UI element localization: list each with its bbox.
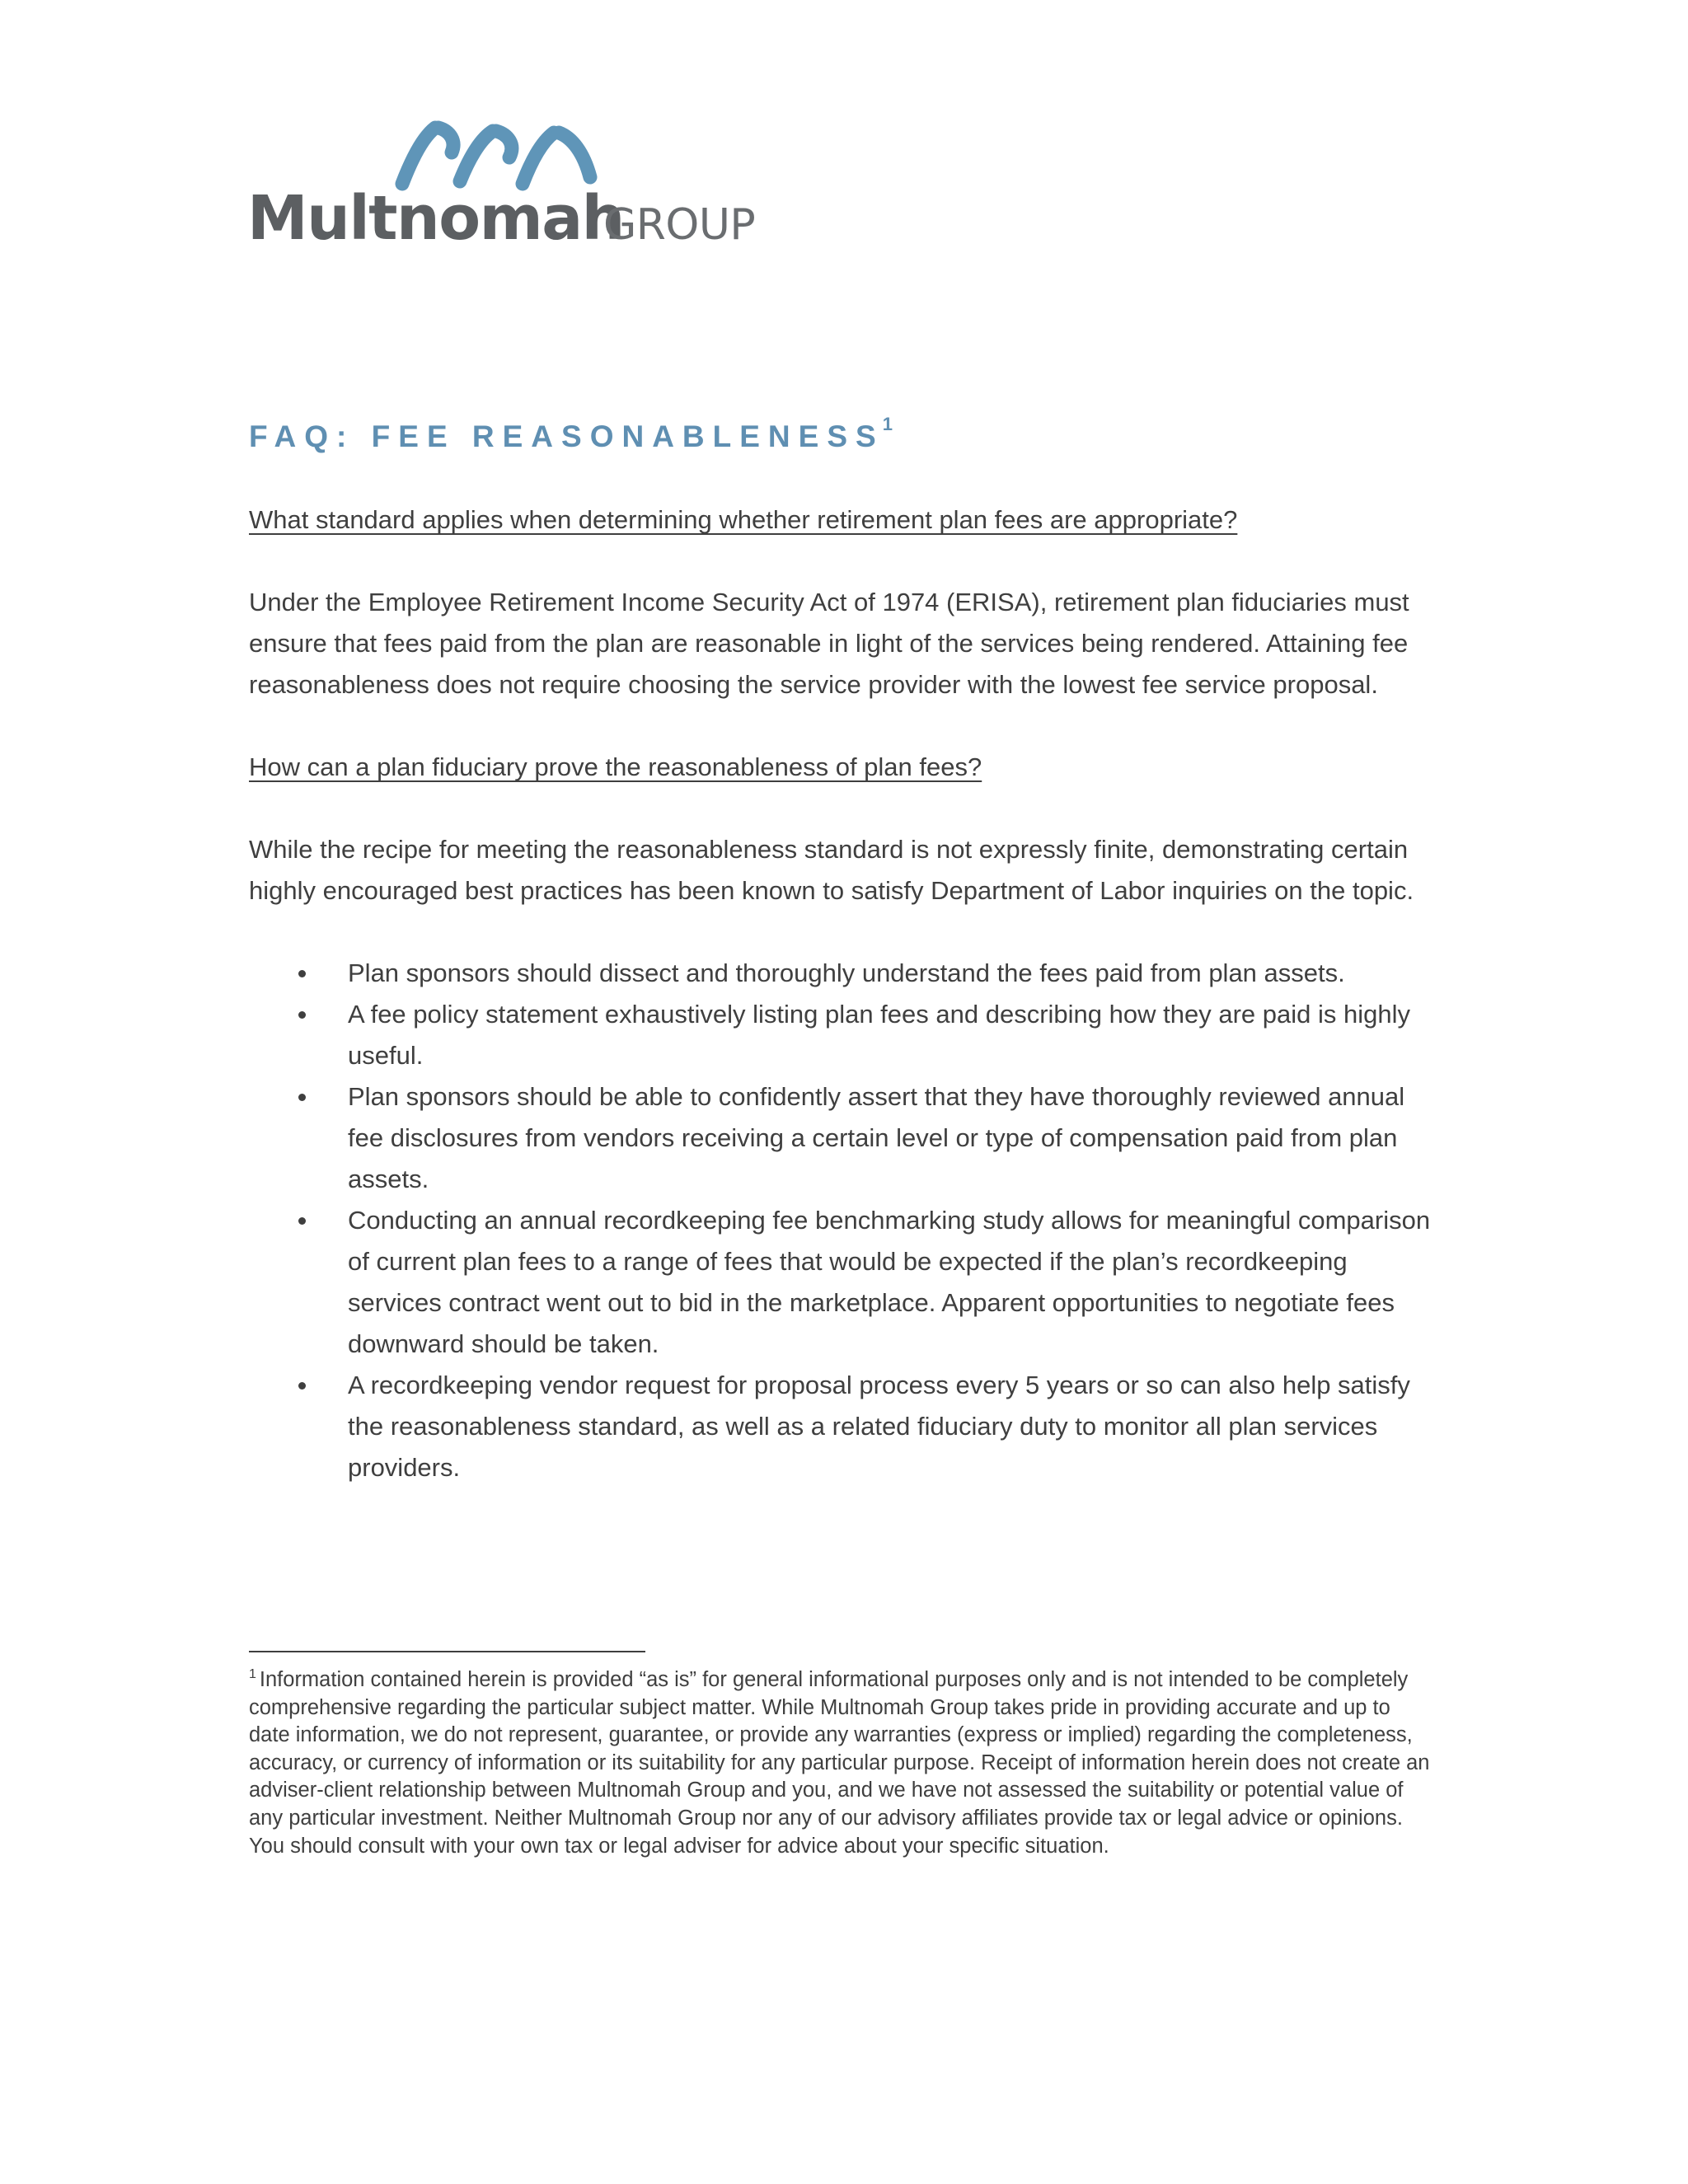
bullet-icon bbox=[298, 1382, 306, 1390]
page-title bbox=[249, 412, 1444, 462]
faq-question-1: What standard applies when determining whether retirement plan fees are appropriate? bbox=[249, 505, 1238, 534]
bullet-icon bbox=[298, 1217, 306, 1225]
faq-question-2: How can a plan fiduciary prove the reasonableness of plan fees? bbox=[249, 752, 982, 781]
list-item-text: Plan sponsors should be able to confidently assert that they have thoroughly reviewed annual fee disclosures from vendors receiving a certain level or type of compensation paid from plan assets. bbox=[348, 1082, 1405, 1193]
footnote-marker: 1 bbox=[249, 1667, 256, 1681]
list-item bbox=[249, 1076, 1444, 1200]
footnote-divider bbox=[249, 1651, 645, 1652]
best-practices-list bbox=[249, 953, 1444, 1488]
bullet-icon bbox=[298, 1094, 306, 1101]
list-item bbox=[249, 953, 1444, 994]
logo-brand-name: Multnomah bbox=[247, 183, 624, 251]
footnote-text: Information contained herein is provided “as is” for general informational purposes only and is not intended to be completely comprehensive regarding the particular subject matter. While Multnomah Group takes pride in providing accurate and up to date information, we do not represent, guarantee, or provide any warranties (express or implied) regarding the completeness, accuracy, or currency of information or its suitability for any particular purpose. Receipt of information herein does not create an adviser-client relationship between Multnomah Group and you, and we have not assessed the suitability or potential value of any particular investment. Neither Multnomah Group nor any of our advisory affiliates provide tax or legal advice or opinions. You should consult with your own tax or legal adviser for advice about your specific situation. bbox=[249, 1668, 1430, 1858]
faq-answer-2: While the recipe for meeting the reasonableness standard is not expressly finite, demonstrating certain highly encouraged best practices has been known to satisfy Department of Labor inquiries on the topic. bbox=[249, 835, 1414, 905]
list-item bbox=[249, 994, 1444, 1076]
list-item-text: A recordkeeping vendor request for proposal process every 5 years or so can also help satisfy the reasonableness standard, as well as a related fiduciary duty to monitor all plan services providers. bbox=[348, 1371, 1410, 1482]
list-item-text: Conducting an annual recordkeeping fee benchmarking study allows for meaningful comparison of current plan fees to a range of fees that would be expected if the plan’s recordkeeping services contract went out to bid in the marketplace. Apparent opportunities to negotiate fees downward should be taken. bbox=[348, 1206, 1431, 1358]
page-title-text: FAQ: FEE REASONABLENESS bbox=[249, 419, 884, 453]
logo-brand-suffix: GROUP bbox=[603, 200, 756, 250]
logo-wave-icon bbox=[402, 128, 590, 184]
faq-answer-1: Under the Employee Retirement Income Security Act of 1974 (ERISA), retirement plan fiduciaries must ensure that fees paid from the plan are reasonable in light of the services being rendered. Attaining fee reasonableness does not require choosing the service provider with the lowest fee service proposal. bbox=[249, 588, 1409, 699]
multnomah-group-logo-icon bbox=[247, 120, 775, 251]
list-item bbox=[249, 1365, 1444, 1488]
bullet-icon bbox=[298, 970, 306, 977]
list-item-text: A fee policy statement exhaustively listing plan fees and describing how they are paid is highly useful. bbox=[348, 1000, 1410, 1070]
list-item-text: Plan sponsors should dissect and thoroughly understand the fees paid from plan assets. bbox=[348, 958, 1345, 987]
list-item bbox=[249, 1200, 1444, 1365]
footnote bbox=[249, 1666, 1436, 1860]
faq-content bbox=[249, 412, 1444, 1488]
company-logo bbox=[247, 120, 775, 251]
bullet-icon bbox=[298, 1011, 306, 1019]
title-footnote-ref: 1 bbox=[882, 414, 893, 434]
